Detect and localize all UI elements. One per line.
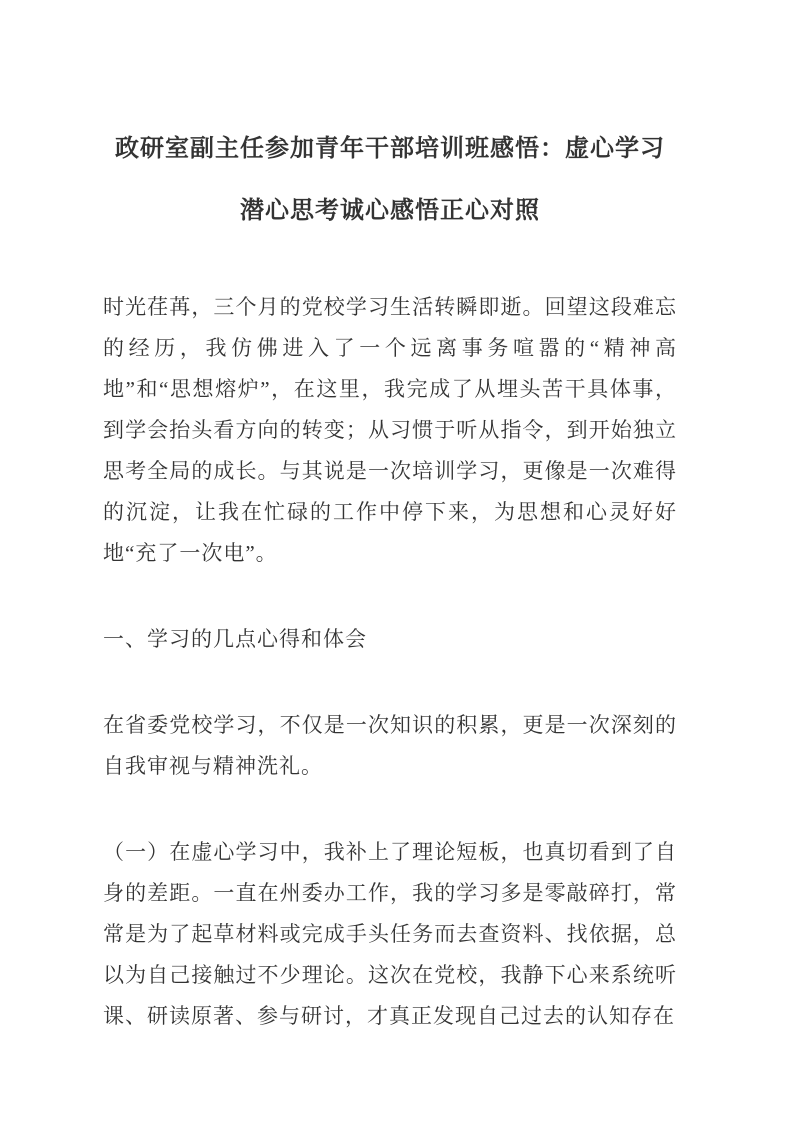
document-title: 政研室副主任参加青年干部培训班感悟：虚心学习潜心思考诚心感悟正心对照 bbox=[115, 136, 665, 224]
point-one-paragraph: （一）在虚心学习中，我补上了理论短板，也真切看到了自身的差距。一直在州委办工作，我的学习多是零敲碎打，常常是为了起草材料或完成手头任务而去查资料、找依据，总以为自己接触过不少理论。这次在党校，我静下心来系统听课、研读原著、参与研讨，才真正发现自己过去的认知存在 bbox=[103, 840, 677, 1028]
section-heading: 一、学习的几点心得和体会 bbox=[103, 627, 367, 651]
intro-paragraph: 时光荏苒，三个月的党校学习生活转瞬即逝。回望这段难忘的经历，我仿佛进入了一个远离事务喧嚣的“精神高地”和“思想熔炉”，在这里，我完成了从埋头苦干具体事，到学会抬头看方向的转变；从习惯于听从指令，到开始独立思考全局的成长。与其说是一次培训学习，更像是一次难得的沉淀，让我在忙碌的工作中停下来，为思想和心灵好好地“充了一次电”。 bbox=[103, 295, 677, 565]
section-intro-paragraph: 在省委党校学习，不仅是一次知识的积累，更是一次深刻的自我审视与精神洗礼。 bbox=[103, 713, 677, 778]
